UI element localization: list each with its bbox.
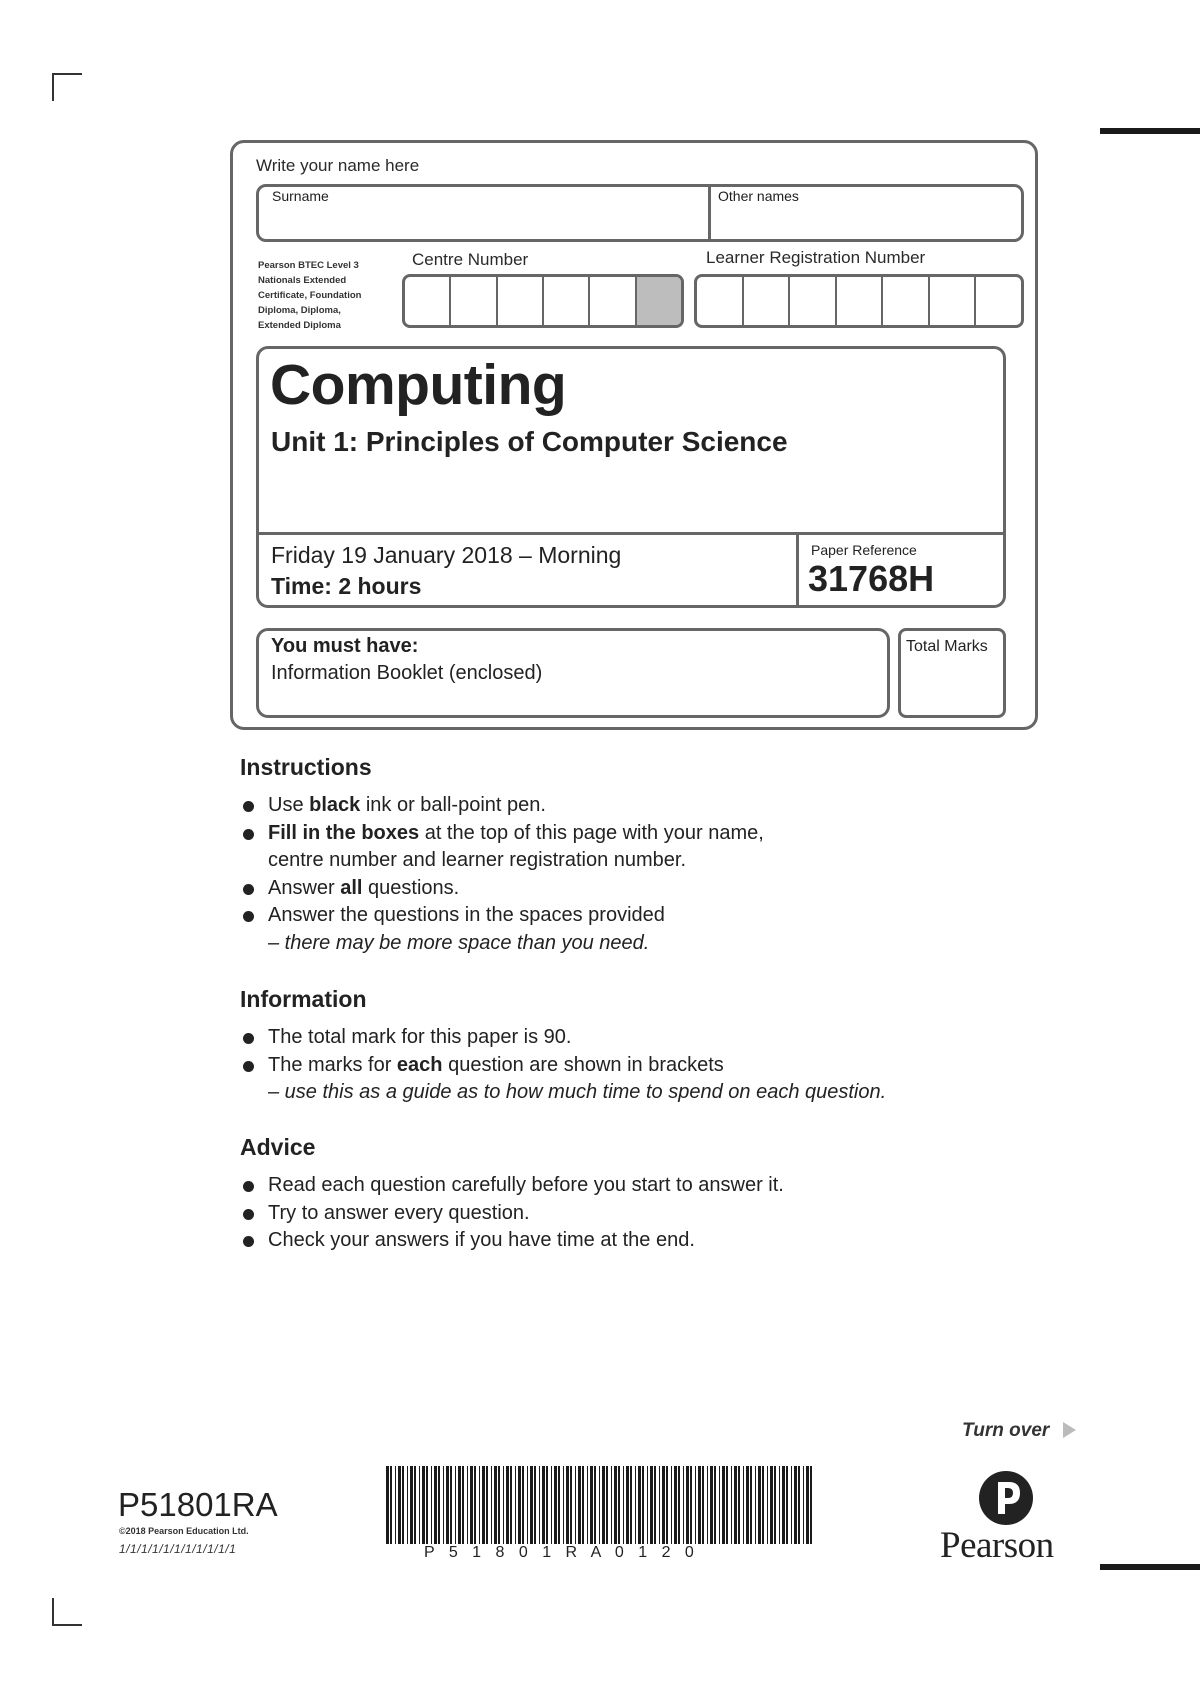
crop-mark-top-left — [52, 73, 82, 101]
unit-title: Unit 1: Principles of Computer Science — [271, 426, 788, 457]
you-must-have-heading: You must have: — [271, 635, 419, 657]
qualification-text — [258, 258, 361, 333]
pearson-brand: Pearson — [940, 1525, 1054, 1566]
learner-digit-box[interactable] — [930, 277, 977, 325]
paper-reference-separator — [796, 534, 799, 606]
subject-title: Computing — [270, 353, 567, 417]
name-box-divider — [708, 184, 711, 242]
learner-registration-boxes — [694, 274, 1024, 328]
centre-digit-box[interactable] — [405, 277, 451, 325]
list-item: Answer all questions. — [240, 875, 1000, 903]
qualification-line: Extended Diploma — [258, 320, 341, 331]
list-item: Check your answers if you have time at the end. — [240, 1227, 1100, 1255]
paper-code: P51801RA — [118, 1486, 278, 1523]
learner-digit-box[interactable] — [790, 277, 837, 325]
list-item: Fill in the boxes at the top of this page with your name, centre number and learner registration number. — [240, 820, 1000, 875]
edge-rule-bottom — [1100, 1564, 1200, 1570]
you-must-have-item: Information Booklet (enclosed) — [271, 662, 543, 684]
learner-registration-label: Learner Registration Number — [706, 248, 926, 267]
exam-date: Friday 19 January 2018 – Morning — [271, 542, 622, 568]
advice-list — [240, 1172, 1100, 1255]
surname-label: Surname — [272, 188, 329, 204]
qualification-line: Pearson BTEC Level 3 — [258, 260, 359, 271]
other-names-label: Other names — [718, 188, 799, 204]
copyright: ©2018 Pearson Education Ltd. — [119, 1526, 249, 1536]
instructions-list — [240, 792, 1000, 957]
learner-digit-box[interactable] — [697, 277, 744, 325]
qualification-line: Nationals Extended — [258, 275, 347, 286]
list-item: Read each question carefully before you start to answer it. — [240, 1172, 1100, 1200]
learner-digit-box[interactable] — [976, 277, 1021, 325]
paper-reference: 31768H — [808, 558, 935, 599]
learner-digit-box[interactable] — [744, 277, 791, 325]
total-marks-label: Total Marks — [906, 638, 988, 655]
play-arrow-icon — [1063, 1422, 1076, 1438]
turn-over-text: Turn over — [962, 1420, 1050, 1441]
qualification-line: Diploma, Diploma, — [258, 305, 341, 316]
exam-time: Time: 2 hours — [271, 573, 422, 599]
list-item: Use black ink or ball-point pen. — [240, 792, 1000, 820]
centre-digit-box[interactable] — [451, 277, 497, 325]
list-item: The marks for each question are shown in brackets – use this as a guide as to how much time to spend on each question. — [240, 1052, 1100, 1107]
pearson-logo-icon — [978, 1470, 1034, 1526]
centre-digit-box[interactable] — [498, 277, 544, 325]
advice-heading: Advice — [240, 1134, 316, 1160]
edge-rule-top — [1100, 128, 1200, 134]
centre-digit-box[interactable] — [590, 277, 636, 325]
turn-over-link[interactable] — [962, 1420, 1076, 1442]
list-item: Try to answer every question. — [240, 1200, 1100, 1228]
barcode-text: P 5 1 8 0 1 R A 0 1 2 0 — [424, 1544, 699, 1561]
information-heading: Information — [240, 986, 367, 1012]
write-name-label: Write your name here — [256, 156, 420, 175]
qualification-line: Certificate, Foundation — [258, 290, 362, 301]
list-item: The total mark for this paper is 90. — [240, 1024, 1100, 1052]
learner-digit-box[interactable] — [837, 277, 884, 325]
list-item: Answer the questions in the spaces provided – there may be more space than you need. — [240, 902, 1000, 957]
information-list — [240, 1024, 1100, 1107]
instructions-heading: Instructions — [240, 754, 372, 780]
centre-number-boxes — [402, 274, 684, 328]
centre-digit-box[interactable] — [544, 277, 590, 325]
serial-marks: 1/1/1/1/1/1/1/1/1/1/1 — [119, 1542, 237, 1556]
centre-number-label: Centre Number — [412, 250, 529, 269]
title-separator — [259, 532, 1003, 535]
crop-mark-bottom-left — [52, 1598, 82, 1626]
learner-digit-box[interactable] — [883, 277, 930, 325]
barcode — [386, 1466, 816, 1544]
paper-reference-label: Paper Reference — [811, 542, 917, 558]
centre-digit-box-shaded — [637, 277, 681, 325]
